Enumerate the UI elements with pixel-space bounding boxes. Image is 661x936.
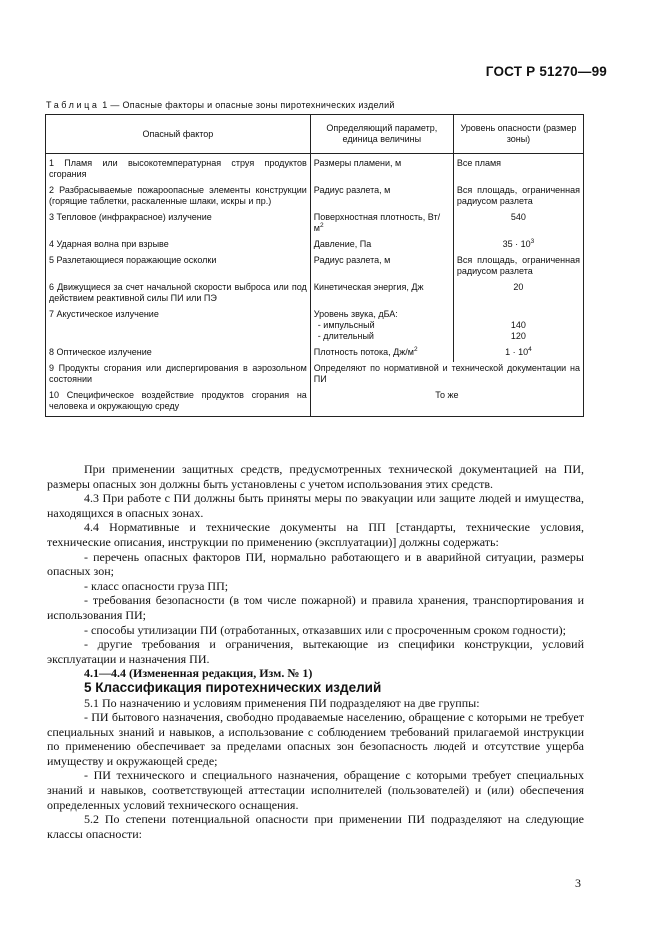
list-item: - способы утилизации ПИ (отработанных, отказавших или с просроченным сроком годности); (84, 622, 566, 637)
table-caption-title: 1 — Опасные факторы и опасные зоны пиротехнических изделий (99, 100, 395, 110)
section-title: 5 Классификация пиротехнических изделий (84, 679, 382, 695)
table-row (46, 254, 584, 281)
cell-factor: 1 Пламя или высокотемпературная струя продуктов сгорания (46, 154, 311, 185)
cell-factor: 9 Продукты сгорания или диспергирования в аэрозольном состоянии (46, 362, 311, 389)
column-header-factor: Опасный фактор (46, 115, 311, 154)
cell-factor: 6 Движущиеся за счет начальной скорости выброса или под действием реактивной силы ПИ или ПЭ (46, 281, 311, 308)
cell-parameter (310, 346, 453, 362)
table-row (46, 281, 584, 308)
cell-level: 20 (453, 281, 583, 308)
cell-level: 540 (453, 211, 583, 238)
list-item: - перечень опасных факторов ПИ, нормально работающего и в аварийной ситуации, размеры опасных зон; (47, 549, 584, 579)
parameter-option-impulse: - импульсный (317, 320, 375, 330)
cell-parameter (310, 308, 453, 346)
paragraph: 4.4 Нормативные и технические документы на ПП [стандарты, технические условия, технические описания, инструкции по применению (эксплуатации)] должны содержать: (47, 520, 584, 549)
cell-factor: 4 Ударная волна при взрыве (46, 238, 311, 254)
cell-parameter (310, 211, 453, 238)
level-text: 35 · 10 (502, 239, 531, 249)
hazard-table (45, 114, 584, 417)
table-header-row (46, 115, 584, 154)
list-item: - ПИ бытового назначения, свободно продаваемые населению, обращение с которыми не требует специальных знаний и навыков, а использование с соблюдением требований прилагаемой инструкции по применению обеспечивает за пределами опасных зон безопасность людей и отсутствие ущерба имуществу и окружающей среде; (47, 710, 584, 768)
paragraph: 4.3 При работе с ПИ должны быть приняты меры по эвакуации или защите людей и имущества, находящихся в опасных зонах. (47, 491, 584, 520)
list-item: - ПИ технического и специального назначения, обращение с которыми требует специальных знаний и навыков, соответствующей аттестации исполнителей (пользователей) и (или) обеспечения определенных условий технического оснащения. (47, 768, 584, 812)
cell-parameter: Кинетическая энергия, Дж (310, 281, 453, 308)
paragraph: При применении защитных средств, предусмотренных технической документацией на ПИ, размеры опасных зон должны быть установлены с учетом использования этих средств. (47, 462, 584, 491)
cell-parameter: Давление, Па (310, 238, 453, 254)
cell-merged: То же (310, 389, 583, 417)
table-row (46, 362, 584, 389)
cell-parameter: Радиус разлета, м (310, 184, 453, 211)
cell-factor: 10 Специфическое воздействие продуктов сгорания на человека и окружающую среду (46, 389, 311, 417)
list-item: - другие требования и ограничения, вытекающие из специфики конструкции, условий эксплуатации и назначения ПИ. (47, 637, 584, 666)
level-continuous: 120 (510, 331, 526, 341)
page-number: 3 (575, 876, 581, 890)
level-text: 1 · 10 (505, 347, 529, 357)
cell-level (453, 238, 583, 254)
cell-factor: 7 Акустическое излучение (46, 308, 311, 346)
parameter-text: Плотность потока, Дж/м (313, 347, 414, 357)
parameter-exponent: 2 (319, 222, 324, 229)
column-header-level: Уровень опасности (размер зоны) (453, 115, 583, 154)
table-row (46, 154, 584, 185)
column-header-parameter: Определяющий параметр, единица величины (310, 115, 453, 154)
table-row (46, 184, 584, 211)
parameter-option-continuous: - длительный (317, 331, 374, 341)
cell-factor: 5 Разлетающиеся поражающие осколки (46, 254, 311, 281)
cell-merged: Определяют по нормативной и технической документации на ПИ (310, 362, 583, 389)
standard-header: ГОСТ Р 51270—99 (485, 64, 607, 79)
level-exponent: 3 (530, 238, 535, 245)
cell-factor: 8 Оптическое излучение (46, 346, 311, 362)
cell-factor: 3 Тепловое (инфракрасное) излучение (46, 211, 311, 238)
cell-level: Вся площадь, ограниченная радиусом разлета (453, 254, 583, 281)
cell-level (453, 346, 583, 362)
list-item: - класс опасности груза ПП; (84, 578, 229, 593)
parameter-text: Поверхностная плотность, Вт/м (313, 212, 441, 233)
level-impulse: 140 (510, 320, 526, 330)
cell-parameter: Радиус разлета, м (310, 254, 453, 281)
level-exponent: 4 (528, 346, 532, 353)
table-row (46, 211, 584, 238)
table-row (46, 389, 584, 417)
cell-parameter: Размеры пламени, м (310, 154, 453, 185)
cell-factor: 2 Разбрасываемые пожароопасные элементы конструкции (горящие таблетки, раскаленные шлаки, искры и пр.) (46, 184, 311, 211)
parameter-exponent: 2 (414, 346, 418, 353)
body-text (47, 462, 584, 841)
table-row (46, 308, 584, 346)
table-caption-word: Таблица (46, 100, 100, 110)
list-item: - требования безопасности (в том числе пожарной) и правила хранения, транспортирования и использования ПИ; (47, 593, 584, 622)
cell-level: Все пламя (453, 154, 583, 185)
table-row (46, 346, 584, 362)
amendment-note: 4.1—4.4 (Измененная редакция, Изм. № 1) (84, 666, 313, 681)
paragraph: 5.2 По степени потенциальной опасности при применении ПИ подразделяют на следующие классы опасности: (47, 812, 584, 841)
cell-level: Вся площадь, ограниченная радиусом разлета (453, 184, 583, 211)
parameter-text: Уровень звука, дБА: (313, 309, 398, 319)
table-row (46, 238, 584, 254)
table-caption (46, 100, 395, 110)
paragraph: 5.1 По назначению и условиям применения ПИ подразделяют на две группы: (84, 695, 480, 710)
cell-level (453, 308, 583, 346)
